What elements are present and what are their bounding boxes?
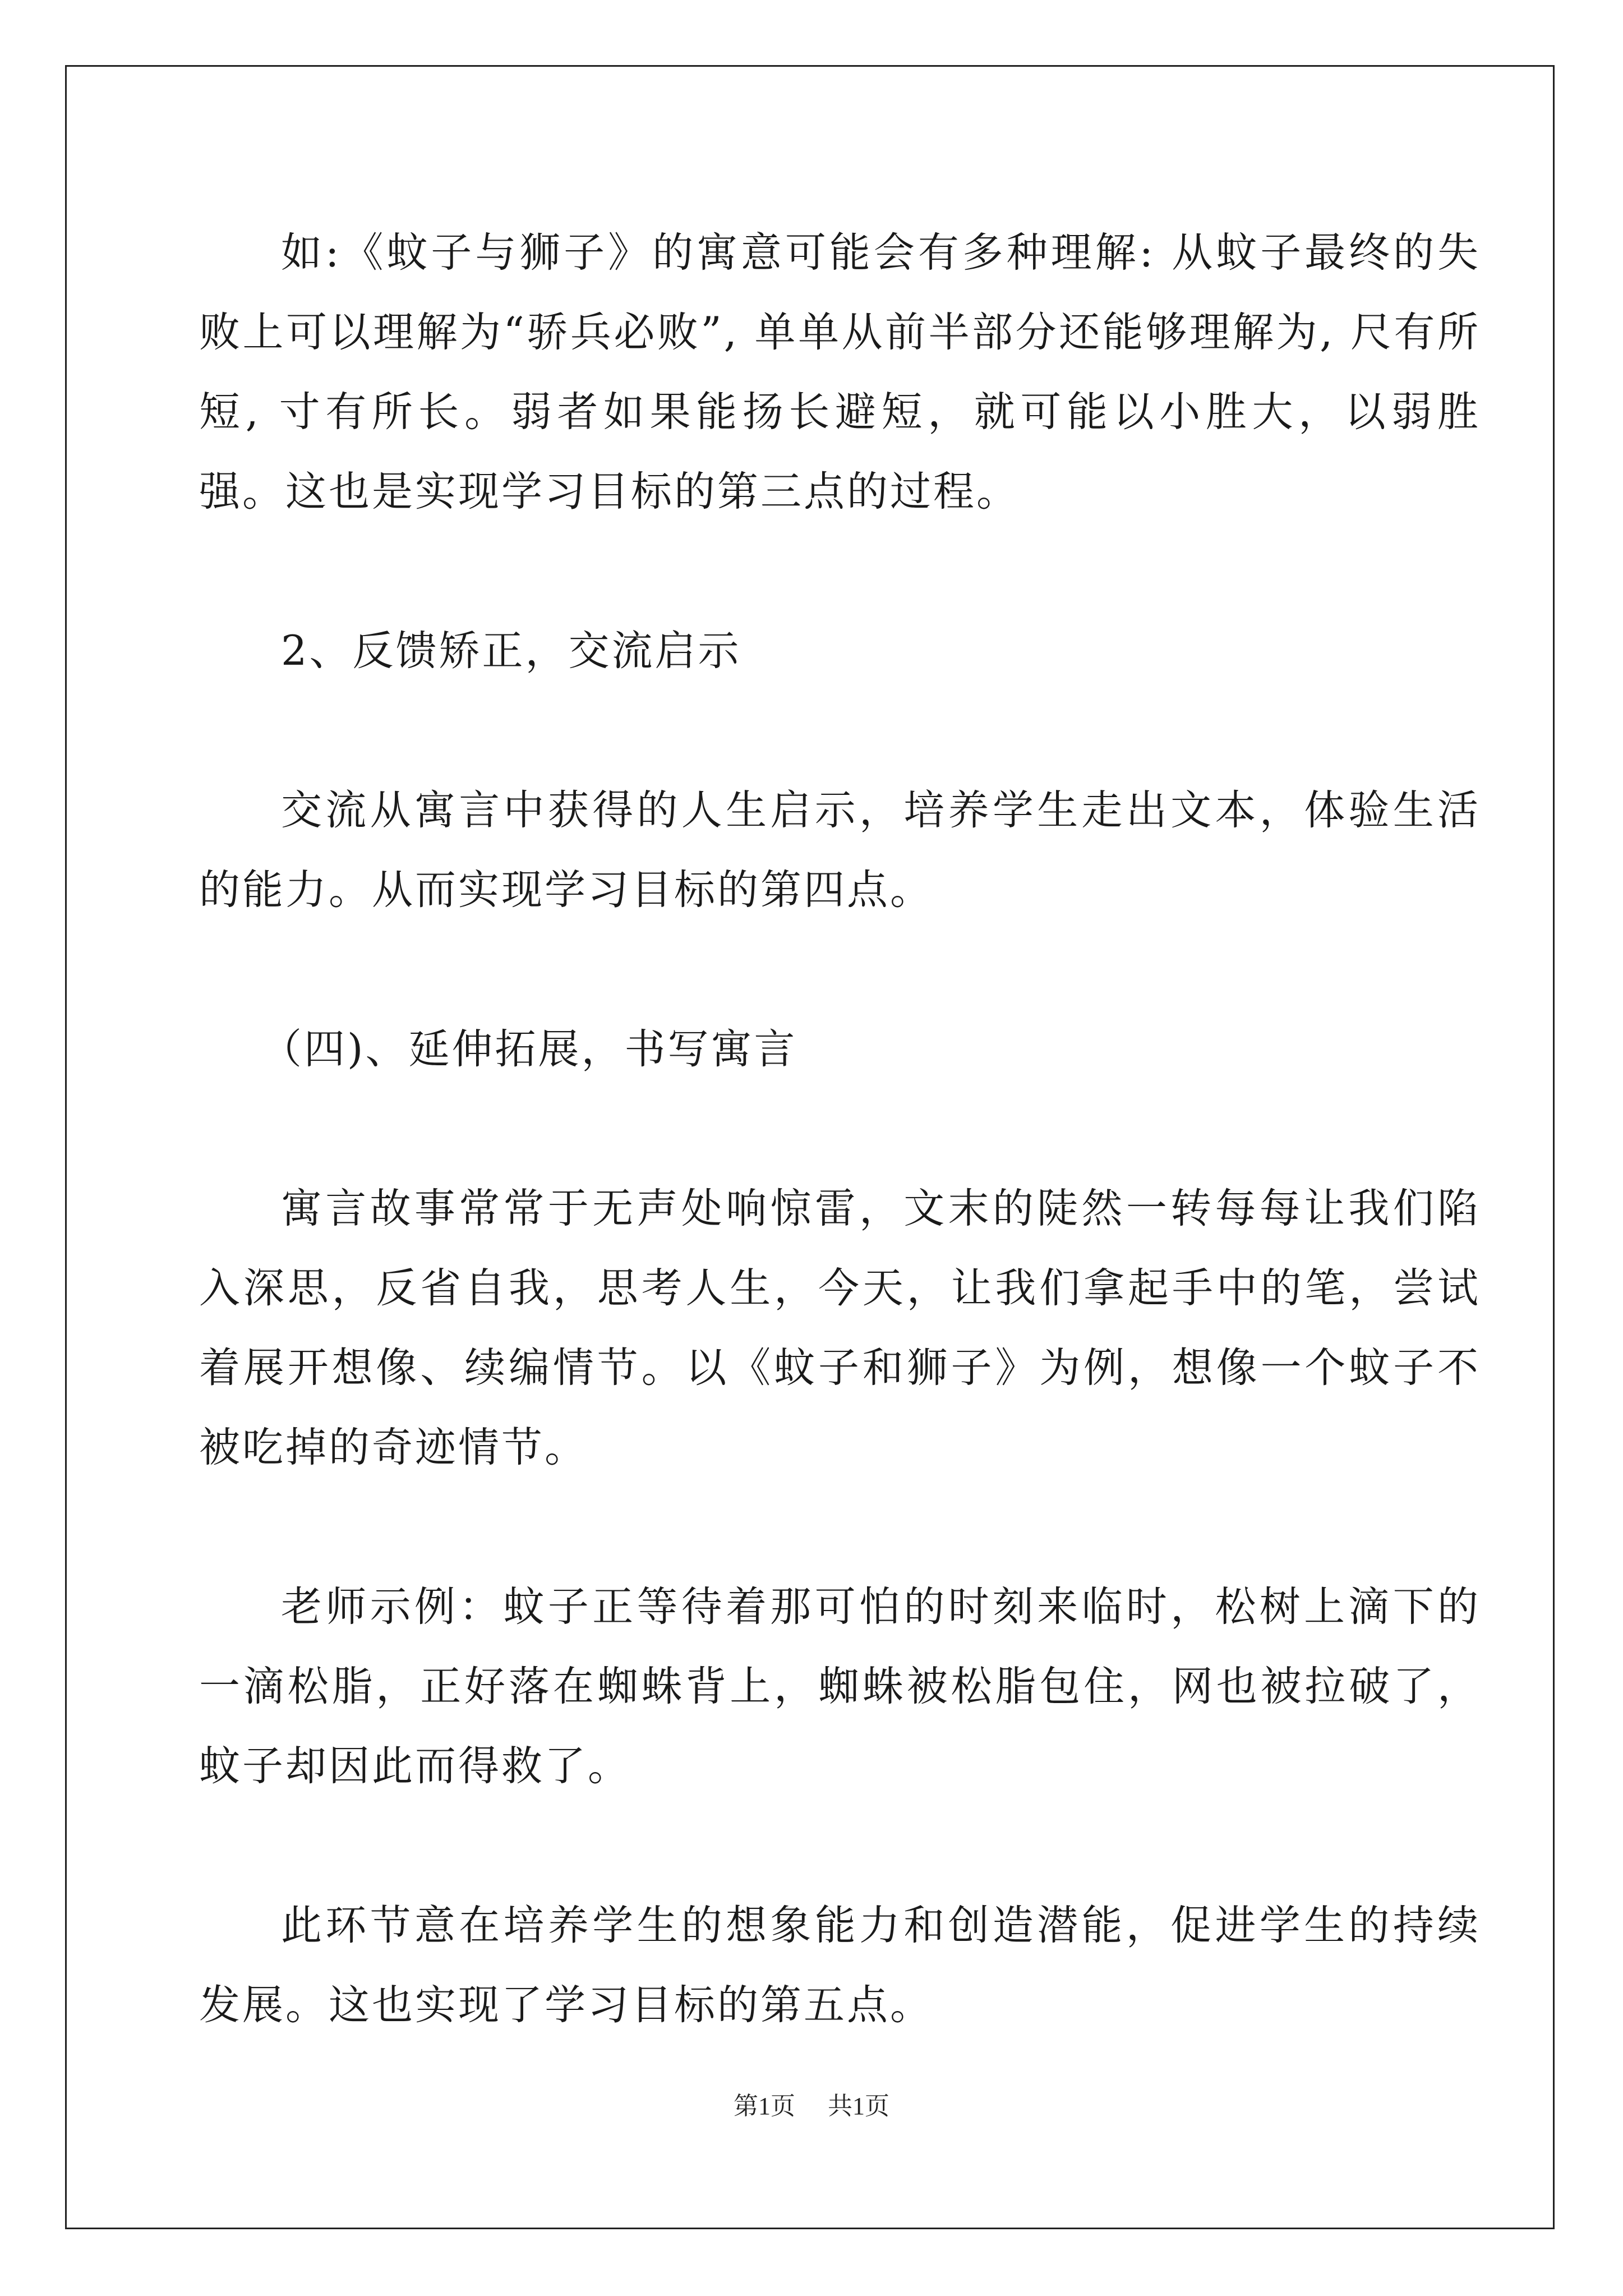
document-body	[199, 213, 1481, 2045]
page-total: 共1页	[828, 2092, 889, 2120]
paragraph-life-insight: 交流从寓言中获得的人生启示，培养学生走出文本，体验生活的能力。从而实现学习目标的第四点。	[199, 786, 1481, 914]
page-number: 第1页	[734, 2092, 795, 2120]
paragraph-writing-task: 寓言故事常常于无声处响惊雷，文末的陡然一转每每让我们陷入深思，反省自我，思考人生，今天，让我们拿起手中的笔，尝试着展开想像、续编情节。以《蚊子和狮子》为例，想像一个蚊子不被吃掉的奇迹情节。	[199, 1185, 1481, 1471]
page-footer	[0, 2090, 1623, 2123]
paragraph-summary: 此环节意在培养学生的想象能力和创造潜能，促进学生的持续发展。这也实现了学习目标的第五点。	[199, 1902, 1481, 2029]
section-heading-feedback: 2、反馈矫正，交流启示	[281, 627, 741, 675]
paragraph-moral-interpretation: 如:《蚊子与狮子》的寓意可能会有多种理解: 从蚊子最终的失败上可以理解为“骄兵必败”, 单单从前半部分还能够理解为, 尺有所短, 寸有所长。弱者如果能扬长避短，就可能以小胜大，以弱胜强。这也是实现学习目标的第三点的过程。	[199, 229, 1481, 516]
paragraph-teacher-example: 老师示例：蚊子正等待着那可怕的时刻来临时，松树上滴下的一滴松脂，正好落在蜘蛛背上，蜘蛛被松脂包住，网也被拉破了，蚊子却因此而得救了。	[199, 1583, 1481, 1790]
section-heading-extension: （四)、延伸拓展，书写寓言	[261, 1025, 797, 1073]
